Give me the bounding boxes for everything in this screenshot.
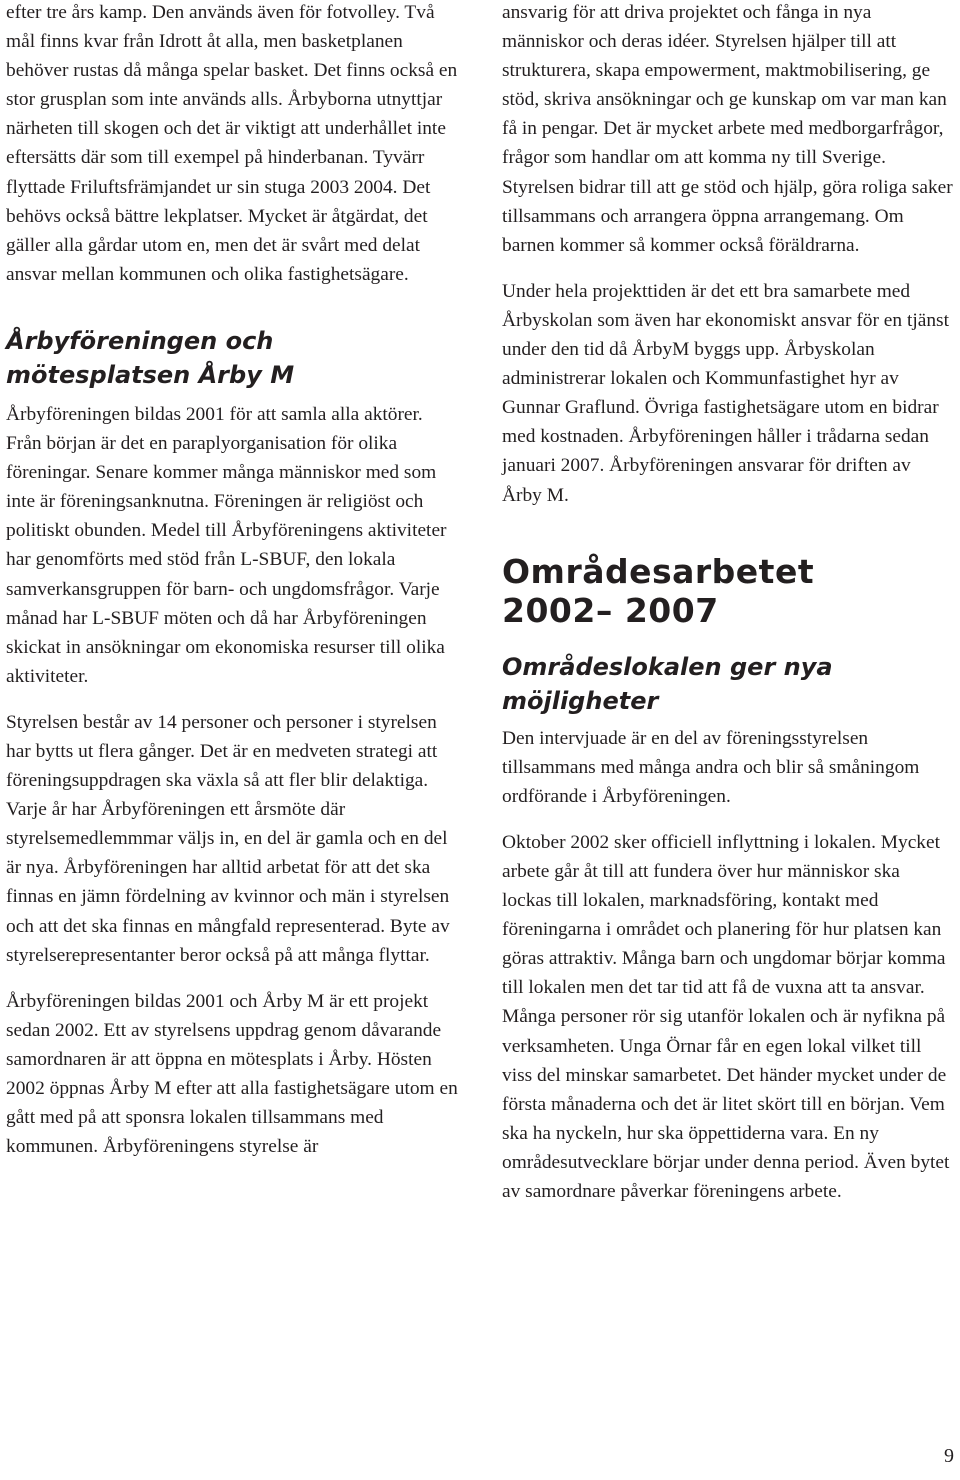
right-column [502,0,954,1206]
paragraph-founding: Årbyföreningen bildas 2001 för att samla alla aktörer. Från början är det en paraplyorganisation för olika föreningar. Senare kommer många människor med som inte är föreningsanknutna. Föreningen är religiöst och politiskt obunden. Medel till Årbyföreningens aktiviteter har genomförts med stöd från L-SBUF, den lokala samverkansgruppen för barn- och ungdomsfrågor. Varje månad har L-SBUF möten och då har Årbyföreningen skickat in ansökningar om ekonomiska resurser till olika aktiviteter. [6,403,447,687]
main-heading [502,552,954,630]
paragraph-school-cooperation: Under hela projekttiden är det ett bra samarbete med Årbyskolan som även har ekonomiskt ansvar för en tjänst under den tid då ÅrbyM byggs upp. Årbyskolan administrerar lokalen och Kommunfastighet hyr av Gunnar Graflund. Övriga fastighetsägare utom en bidrar med kostnaden. Årbyföreningen håller i trådarna sedan januari 2007. Årbyföreningen ansvarar för driften av Årby M. [502,280,949,506]
paragraph-intro: efter tre års kamp. Den används även för fotvolley. Två mål finns kvar från Idrott åt alla, men basketplanen behöver rustas då många spelar basket. Det finns också en stor grusplan som inte används alls. Årbyborna utnyttjar närheten till skogen och det är viktigt att underhållet inte eftersätts där som till exempel på hinderbanan. Tyvärr flyttade Friluftsfrämjandet ur sin stuga 2003 2004. Det behövs också bättre lekplatser. Mycket är åtgärdat, det gäller alla gårdar utom en, men det är svårt med delat ansvar mellan kommunen och olika fastighetsägare. [6,2,458,285]
main-heading-line-2: 2002– 2007 [502,590,719,630]
section-heading-arbyforeningen: Årbyföreningen och mötesplatsen Årby M [6,326,295,389]
subheading-premises: Områdeslokalen ger nya möjligheter [502,652,833,715]
main-heading-line-1: Områdesarbetet [502,551,815,591]
left-column [6,0,458,1161]
paragraph-meeting-place: Årbyföreningen bildas 2001 och Årby M är ett projekt sedan 2002. Ett av styrelsens uppdrag genom dåvarande samordnaren är att öppna en mötesplats i Årby. Hösten 2002 öppnas Årby M efter att alla fastighetsägare utom en gått med på att sponsra lokalen tillsammans med kommunen. Årbyföreningens styrelse är [6,990,458,1158]
page-number: 9 [944,1445,954,1467]
paragraph-october-2002: Oktober 2002 sker officiell inflyttning i lokalen. Mycket arbete går åt till att fundera över hur människor ska lockas till lokalen, marknadsföring, kontakt med föreningarna i området och planering för hur platsen kan göras attraktiv. Många barn och ungdomar börjar komma till lokalen men det tar tid att få de vuxna att ta ansvar. Många personer rör sig utanför lokalen och är nyfikna på verksamheten. Unga Örnar får en egen lokal vilket till viss del minskar samarbetet. Det händer mycket under de första månaderna och det är litet skört till en början. Vem ska ha nyckeln, hur ska öppettiderna vara. En ny områdesutvecklare börjar under denna period. Även bytet av samordnare påverkar föreningens arbete. [502,831,950,1202]
paragraph-responsibility: ansvarig för att driva projektet och fånga in nya människor och deras idéer. Styrelsen hjälper till att strukturera, skapa empowerment, maktmobilisering, ge stöd, skriva ansökningar och ge kunskap om var man kan få in pengar. Det är mycket arbete med medborgarfrågor, frågor som handlar om att komma ny till Sverige. Styrelsen bidrar till att ge stöd och hjälp, göra roliga saker tillsammans och arrangera öppna arrangemang. Om barnen kommer så kommer också föräldrarna. [502,2,953,256]
paragraph-board: Styrelsen består av 14 personer och personer i styrelsen har bytts ut flera gånger. Det är en medveten strategi att föreningsuppdragen ska växla så att fler blir delaktiga. Varje år har Årbyföreningen ett årsmöte där styrelsemedlemmmar väljs in, en del är gamla och en del är nya. Årbyföreningen har alltid arbetat för att det ska finnas en jämn fördelning av kvinnor och män i styrelsen och att det ska finnas en mångfald representerad. Byte av styrelserepresentanter beror också på att många flyttar. [6,711,450,966]
paragraph-interviewee: Den intervjuade är en del av föreningsstyrelsen tillsammans med många andra och blir så småningom ordförande i Årbyföreningen. [502,727,920,807]
